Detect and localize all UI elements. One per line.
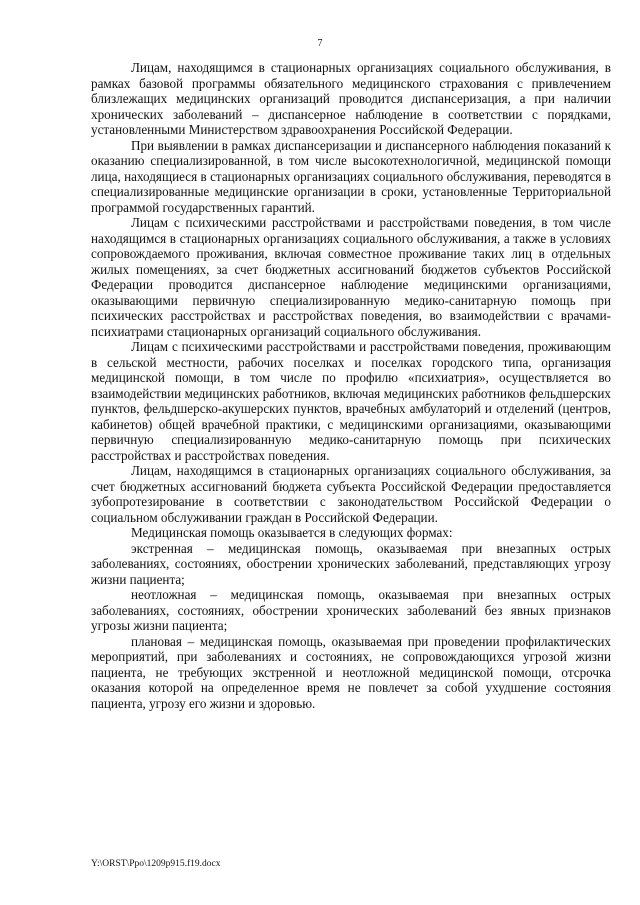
- document-body: [91, 60, 611, 711]
- paragraph-dental-prosthetics: Лицам, находящимся в стационарных организациях социального обслуживания, за счет бюджетных ассигнований бюджета субъекта Российской Федерации предоставляется зубопротезирование в соответствии с законодательством Российской Федерации о социальном обслуживании граждан в Российской Федерации.: [91, 463, 611, 525]
- footer-file-path: Y:\ORST\Ppo\1209p915.f19.docx: [91, 859, 221, 869]
- paragraph-care-forms-intro: Медицинская помощь оказывается в следующих формах:: [131, 525, 453, 540]
- paragraph-form-emergency: экстренная – медицинская помощь, оказываемая при внезапных острых заболеваниях, состояниях, обострении хронических заболеваний, представляющих угрозу жизни пациента;: [91, 540, 611, 587]
- paragraph-specialized-transfer: При выявлении в рамках диспансеризации и диспансерного наблюдения показаний к оказанию специализированной, в том числе высокотехнологичной, медицинской помощи лица, находящиеся в стационарных организациях социального обслуживания, переводятся в специализированные медицинские организации в сроки, установленные Территориальной программой государственных гарантий.: [91, 137, 611, 215]
- paragraph-form-planned: плановая – медицинская помощь, оказываемая при проведении профилактических мероприятий, при заболеваниях и состояниях, не сопровождающихся угрозой жизни пациента, не требующих экстренной и неотложной медицинской помощи, отсрочка оказания которой на определенное время не повлечет за собой ухудшение состояния пациента, угрозу его жизни и здоровью.: [91, 633, 611, 711]
- paragraph-mental-disorders-rural: Лицам с психическими расстройствами и расстройствами поведения, проживающим в сельской местности, рабочих поселках и поселках городского типа, организация медицинской помощи, в том числе по профилю «психиатрия», осуществляется во взаимодействии медицинских работников, включая медицинских работников фельдшерских пунктов, фельдшерско-акушерских пунктов, врачебных амбулаторий и отделений (центров, кабинетов) общей врачебной практики, с медицинскими организациями, оказывающими первичную специализированную медико-санитарную помощь при психических расстройствах и расстройствах поведения.: [91, 339, 611, 463]
- paragraph-form-urgent: неотложная – медицинская помощь, оказываемая при внезапных острых заболеваниях, состояниях, обострении хронических заболеваний без явных признаков угрозы жизни пациента;: [91, 587, 611, 633]
- page-number: 7: [317, 38, 323, 49]
- paragraph-residents-dispensary: Лицам, находящимся в стационарных организациях социального обслуживания, в рамках базовой программы обязательного медицинского страхования с привлечением близлежащих медицинских организаций проводится диспансеризация, а при наличии хронических заболеваний – диспансерное наблюдение в соответствии с порядками, установленными Министерством здравоохранения Российской Федерации.: [91, 60, 611, 137]
- paragraph-mental-disorders-observation: Лицам с психическими расстройствами и расстройствами поведения, в том числе находящимся в стационарных организациях социального обслуживания, а также в условиях сопровождаемого проживания, включая совместное проживание таких лиц в отдельных жилых помещениях, за счет бюджетных ассигнований бюджетов субъектов Российской Федерации проводится диспансерное наблюдение медицинскими организациями, оказывающими первичную специализированную медико-санитарную помощь при психических расстройствах и расстройствах поведения, во взаимодействии с врачами-психиатрами стационарных организаций социального обслуживания.: [91, 215, 611, 339]
